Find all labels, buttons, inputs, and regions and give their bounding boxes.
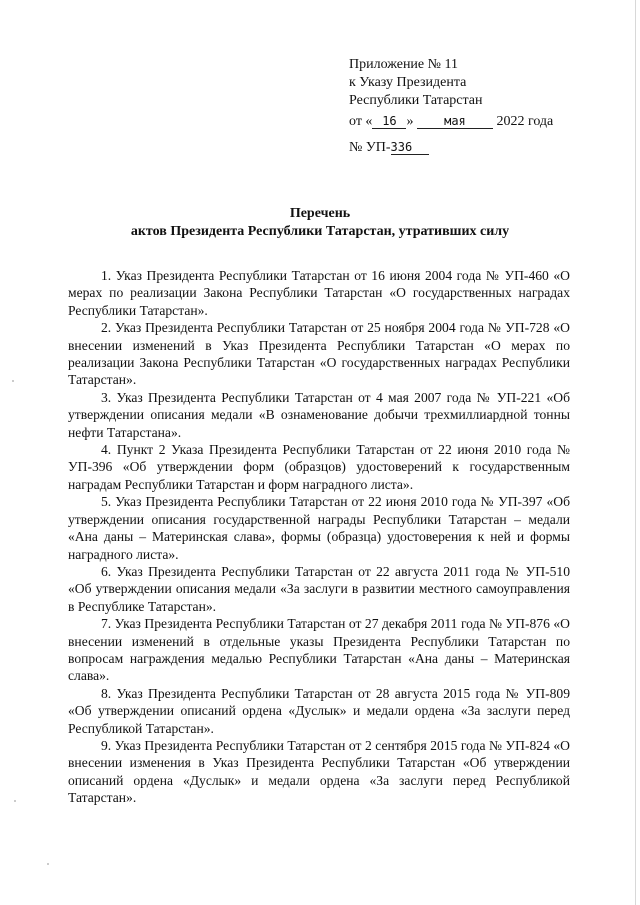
list-item: 3. Указ Президента Республики Татарстан от 4 мая 2007 года № УП-221 «Об утверждении описания медали «В ознаменование добычи трехмиллиардной тонны нефти Татарстана».: [68, 389, 570, 440]
number-value: 336: [391, 140, 429, 155]
scan-edge-line: [635, 0, 636, 905]
list-item: 4. Пункт 2 Указа Президента Республики Татарстан от 22 июня 2010 года № УП-396 «Об утверждении форм (образцов) удостоверений к государственным наградам Республики Татарстан и форм наградного листа».: [68, 442, 570, 492]
scan-speck: [47, 863, 49, 865]
appendix-republic: Республики Татарстан: [349, 93, 483, 108]
list-item: 9. Указ Президента Республики Татарстан от 2 сентября 2015 года № УП-824 «О внесении изменения в Указ Президента Республики Татарстан «Об утверждении описаний ордена «Дуслык» и медали ордена «За заслуги перед Республикой Татарстан».: [68, 737, 570, 806]
scan-speck: [12, 380, 14, 382]
decree-date: [349, 114, 553, 130]
document-title: Перечень: [289, 206, 351, 221]
appendix-number: Приложение № 11: [349, 57, 458, 72]
appendix-header: [349, 56, 483, 110]
decree-number: [349, 140, 429, 156]
list-item: 1. Указ Президента Республики Татарстан от 16 июня 2004 года № УП-460 «О мерах по реализации Закона Республики Татарстан «О государственных наградах Республики Татарстан».: [68, 268, 570, 318]
number-prefix: № УП-: [349, 140, 391, 155]
list-item: 8. Указ Президента Республики Татарстан от 28 августа 2015 года № УП-809 «Об утверждении описаний ордена «Дуслык» и медали ордена «За заслуги перед Республикой Татарстан».: [68, 685, 570, 736]
appendix-decree-ref: к Указу Президента: [349, 75, 467, 90]
list-item: 5. Указ Президента Республики Татарстан от 22 июня 2010 года № УП-397 «Об утверждении описания государственной награды Республики Татарстан – медали «Ана даны – Материнская слава», формы (образца) удостоверения к ней и формы наградного листа».: [68, 494, 570, 562]
list-item: 2. Указ Президента Республики Татарстан от 25 ноября 2004 года № УП-728 «О внесении изменений в Указ Президента Республики Татарстан «О мерах по реализации Закона Республики Татарстан «О государственных наградах Республики Татарстан».: [68, 320, 570, 388]
document-subtitle: актов Президента Республики Татарстан, утративших силу: [130, 224, 510, 239]
date-prefix: от «: [349, 114, 373, 129]
date-day: 16: [372, 114, 406, 129]
list-item: 6. Указ Президента Республики Татарстан от 22 августа 2011 года № УП-510 «Об утверждении описания медали «За заслуги в развитии местного самоуправления в Республике Татарстан».: [68, 563, 570, 614]
date-year: 2022 года: [496, 114, 554, 129]
scan-speck: [14, 800, 16, 802]
date-mid: »: [406, 114, 414, 129]
list-item: 7. Указ Президента Республики Татарстан от 27 декабря 2011 года № УП-876 «О внесении изменений в отдельные указы Президента Республики Татарстан по вопросам награждения медалью Республики Татарстан «Ана даны – Материнская слава».: [68, 616, 570, 684]
date-month: мая: [417, 114, 493, 129]
acts-list: [68, 267, 570, 807]
